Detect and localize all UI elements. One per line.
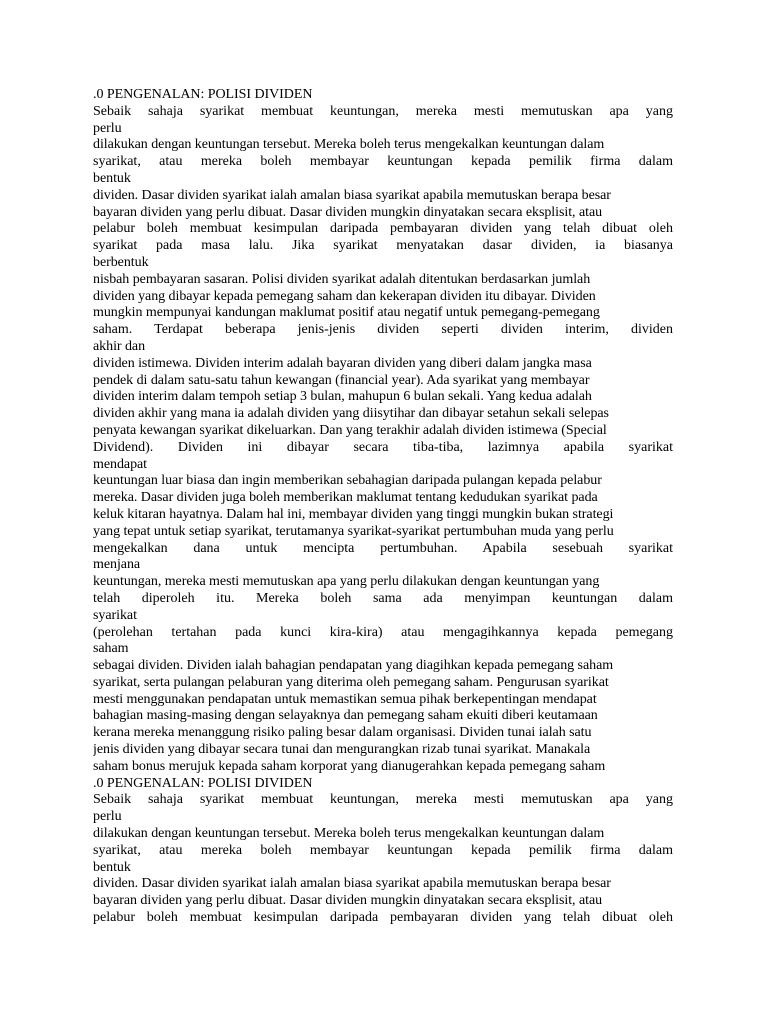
- text-line: mereka. Dasar dividen juga boleh memberikan maklumat tentang kedudukan syarikat pada: [93, 490, 598, 506]
- text-line: yang tepat untuk setiap syarikat, terutamanya syarikat-syarikat pertumbuhan muda yang perlu: [93, 523, 614, 539]
- section-heading: .0 PENGENALAN: POLISI DIVIDEN: [93, 775, 313, 791]
- section-heading: .0 PENGENALAN: POLISI DIVIDEN: [93, 87, 313, 102]
- text-line: dilakukan dengan keuntungan tersebut. Mereka boleh terus mengekalkan keuntungan dalam: [93, 826, 605, 842]
- text-line: Sebaik sahaja syarikat membuat keuntungan, mereka mesti memutuskan apa yang: [93, 792, 673, 808]
- text-line: bahagian masing-masing dengan selayaknya dan pemegang saham ekuiti diberi keutamaan: [93, 708, 598, 724]
- text-line: penyata kewangan syarikat dikeluarkan. Dan yang terakhir adalah dividen istimewa (Special: [93, 422, 607, 438]
- text-line: sebagai dividen. Dividen ialah bahagian pendapatan yang diagihkan kepada pemegang saham: [93, 658, 614, 674]
- text-line: bentuk: [93, 170, 131, 186]
- text-line: perlu: [93, 809, 122, 825]
- text-line: dividen. Dasar dividen syarikat ialah amalan biasa syarikat apabila memutuskan berapa besar: [93, 187, 611, 203]
- text-line: keuntungan, mereka mesti memutuskan apa yang perlu dilakukan dengan keuntungan yang: [93, 574, 600, 590]
- text-line: berbentuk: [93, 254, 149, 270]
- text-line: saham bonus merujuk kepada saham korporat yang dianugerahkan kepada pemegang saham: [93, 758, 606, 774]
- text-line: pelabur boleh membuat kesimpulan daripada pembayaran dividen yang telah dibuat oleh: [93, 910, 673, 926]
- text-line: pendek di dalam satu-satu tahun kewangan (financial year). Ada syarikat yang membayar: [93, 372, 590, 388]
- text-line: syarikat pada masa lalu. Jika syarikat menyatakan dasar dividen, ia biasanya: [93, 238, 673, 254]
- text-line: telah diperoleh itu. Mereka boleh sama ada menyimpan keuntungan dalam: [93, 590, 673, 606]
- text-line: perlu: [93, 120, 122, 136]
- text-line: bayaran dividen yang perlu dibuat. Dasar dividen mungkin dinyatakan secara eksplisit, atau: [93, 893, 603, 909]
- text-line: dividen interim dalam tempoh setiap 3 bulan, mahupun 6 bulan sekali. Yang kedua adalah: [93, 389, 592, 405]
- text-line: dilakukan dengan keuntungan tersebut. Mereka boleh terus mengekalkan keuntungan dalam: [93, 137, 605, 153]
- text-line: dividen istimewa. Dividen interim adalah bayaran dividen yang diberi dalam jangka masa: [93, 355, 592, 371]
- text-line: pelabur boleh membuat kesimpulan daripada pembayaran dividen yang telah dibuat oleh: [93, 221, 673, 237]
- text-line: akhir dan: [93, 338, 146, 354]
- text-line: mesti menggunakan pendapatan untuk memastikan semua pihak berkepentingan mendapat: [93, 691, 597, 707]
- text-line: dividen akhir yang mana ia adalah dividen yang diisytihar dan dibayar setahun sekali selepas: [93, 406, 609, 422]
- text-line: jenis dividen yang dibayar secara tunai dan mengurangkan rizab tunai syarikat. Manakala: [93, 742, 591, 758]
- text-line: syarikat: [93, 607, 137, 623]
- text-line: menjana: [93, 557, 141, 573]
- text-line: syarikat, serta pulangan pelaburan yang diterima oleh pemegang saham. Pengurusan syarikat: [93, 674, 609, 690]
- text-line: Sebaik sahaja syarikat membuat keuntungan, mereka mesti memutuskan apa yang: [93, 103, 673, 119]
- text-line: Dividend). Dividen ini dibayar secara tiba-tiba, lazimnya apabila syarikat: [93, 439, 673, 455]
- text-line: mendapat: [93, 456, 148, 472]
- document-body: [93, 87, 673, 927]
- text-line: nisbah pembayaran sasaran. Polisi dividen syarikat adalah ditentukan berdasarkan jumlah: [93, 271, 591, 287]
- text-line: keuntungan luar biasa dan ingin memberikan sebahagian daripada pulangan kepada pelabur: [93, 473, 602, 489]
- text-line: syarikat, atau mereka boleh membayar keuntungan kepada pemilik firma dalam: [93, 154, 673, 170]
- text-line: mengekalkan dana untuk mencipta pertumbuhan. Apabila sesebuah syarikat: [93, 540, 673, 556]
- text-line: dividen yang dibayar kepada pemegang saham dan kekerapan dividen itu dibayar. Dividen: [93, 288, 596, 304]
- text-line: kerana mereka menanggung risiko paling besar dalam organisasi. Dividen tunai ialah satu: [93, 725, 592, 741]
- text-line: dividen. Dasar dividen syarikat ialah amalan biasa syarikat apabila memutuskan berapa besar: [93, 876, 611, 892]
- text-line: bentuk: [93, 859, 131, 875]
- text-line: saham. Terdapat beberapa jenis-jenis dividen seperti dividen interim, dividen: [93, 322, 673, 338]
- text-line: syarikat, atau mereka boleh membayar keuntungan kepada pemilik firma dalam: [93, 842, 673, 858]
- text-line: keluk kitaran hayatnya. Dalam hal ini, membayar dividen yang tinggi mungkin bukan strategi: [93, 506, 614, 522]
- text-line: (perolehan tertahan pada kunci kira-kira) atau mengagihkannya kepada pemegang: [93, 624, 673, 640]
- text-line: bayaran dividen yang perlu dibuat. Dasar dividen mungkin dinyatakan secara eksplisit, atau: [93, 204, 603, 220]
- text-line: mungkin mempunyai kandungan maklumat positif atau negatif untuk pemegang-pemegang: [93, 305, 600, 321]
- text-line: saham: [93, 641, 129, 657]
